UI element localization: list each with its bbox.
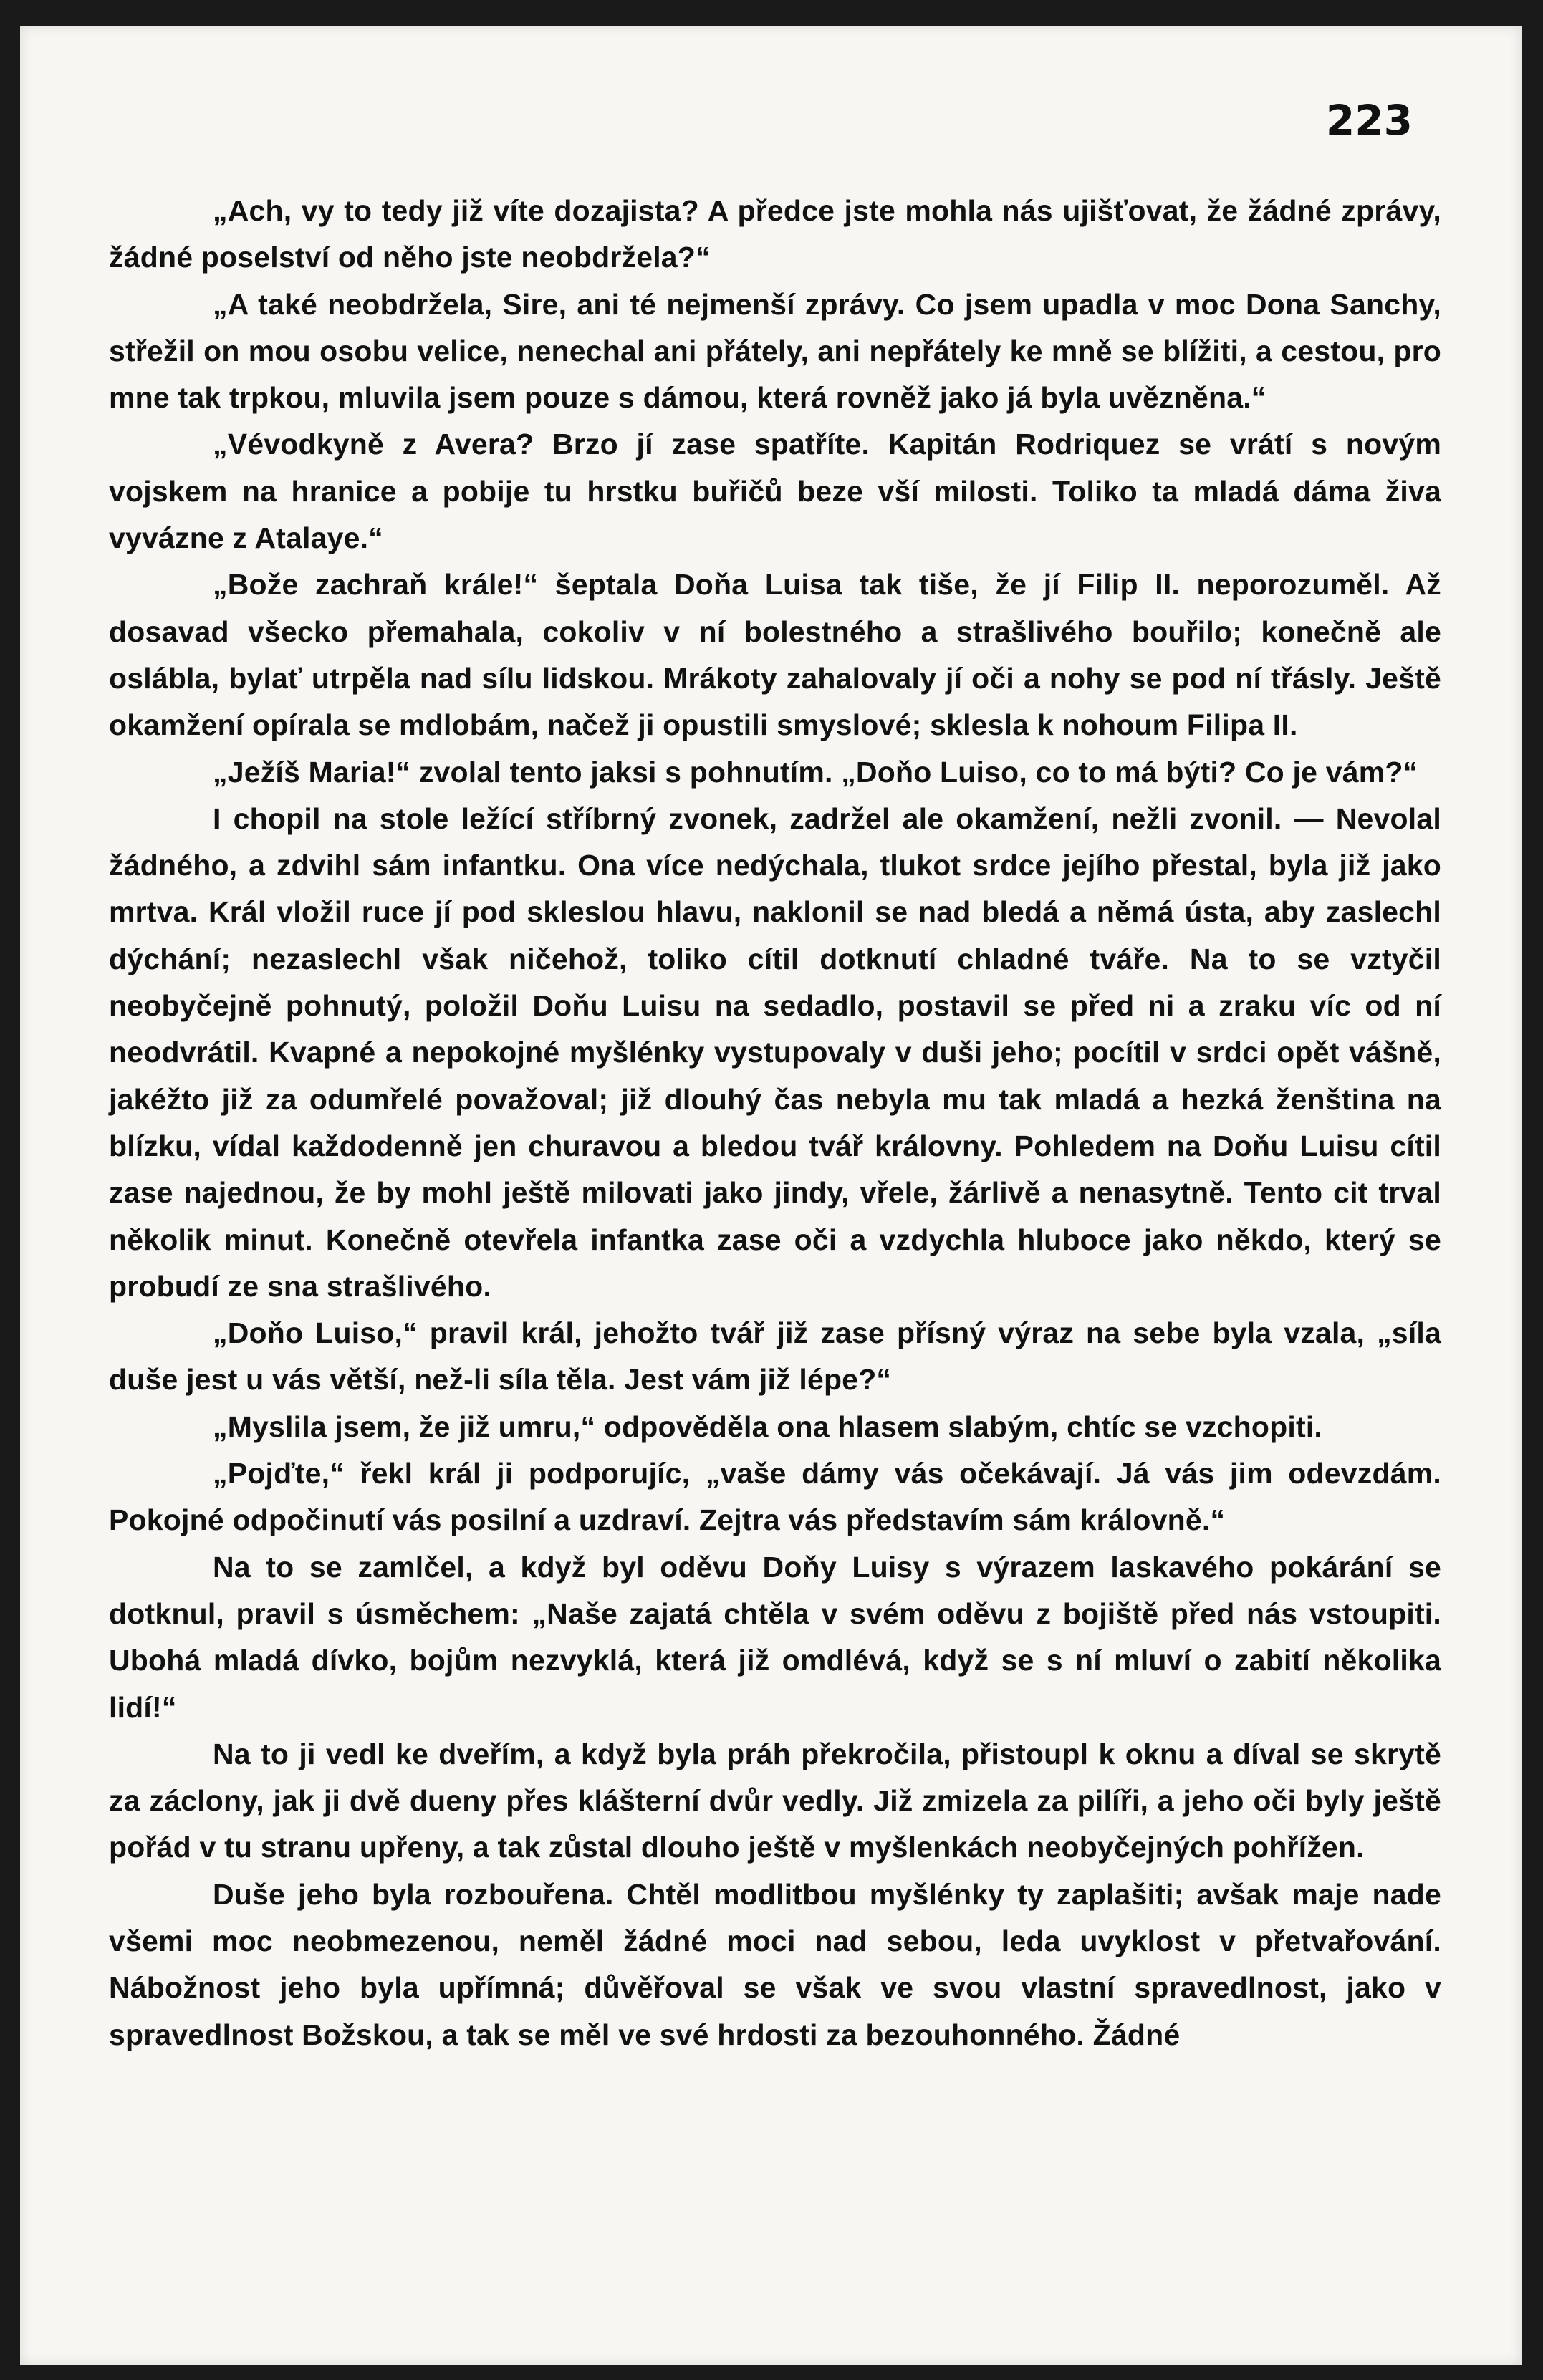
paragraph: „Pojďte,“ řekl král ji podporujíc, „vaše dámy vás očekávají. Já vás jim odevzdám. Pokojné odpočinutí vás posilní a uzdraví. Zejtra vás představím sám královně.“ xyxy=(109,1457,1441,1537)
paragraph: I chopil na stole ležící stříbrný zvonek, zadržel ale okamžení, nežli zvonil. — Nevolal žádného, a zdvihl sám infantku. Ona více nedýchala, tlukot srdce jejího přestal, byla již jako mrtva. Král vložil ruce jí pod skleslou hlavu, naklonil se nad bledá a němá ústa, aby zaslechl dýchání; nezaslechl však ničehož, toliko cítil dotknutí chladné tváře. Na to se vztyčil neobyčejně pohnutý, položil Doňu Luisu na sedadlo, postavil se před ni a zraku víc od ní neodvrátil. Kvapné a nepokojné myšlénky vystupovaly v duši jeho; pocítil v srdci opět vášně, jakéžto již za odumřelé považoval; již dlouhý čas nebyla mu tak mladá a hezká ženština na blízku, vídal každodenně jen churavou a bledou tvář královny. Pohledem na Doňu Luisu cítil zase najednou, že by mohl ještě milovati jako jindy, vřele, žárlivě a nenasytně. Tento cit trval několik minut. Konečně otevřela infantka zase oči a vzdychla hluboce jako někdo, který se probudí ze sna strašlivého. xyxy=(109,801,1441,1303)
page-number: 223 xyxy=(1325,96,1413,145)
paragraph: „Vévodkyně z Avera? Brzo jí zase spatříte. Kapitán Rodriquez se vrátí s novým vojskem na hranice a pobije tu hrstku buřičů beze vší milosti. Toliko ta mladá dáma živa vyvázne z Atalaye.“ xyxy=(109,428,1441,555)
paragraph: Duše jeho byla rozbouřena. Chtěl modlitbou myšlénky ty zaplašiti; avšak maje nade všemi moc neobmezenou, neměl žádné moci nad sebou, leda uvyklost v přetvařování. Nábožnost jeho byla upřímná; důvěřoval se však ve svou vlastní spravedlnost, jako v spravedlnost Božskou, a tak se měl ve své hrdosti za bezouhonného. Žádné xyxy=(109,1877,1441,2051)
paragraph: „Myslila jsem, že již umru,“ odpověděla ona hlasem slabým, chtíc se vzchopiti. xyxy=(213,1410,1323,1443)
book-page xyxy=(20,26,1522,2365)
paragraph: Na to se zamlčel, a když byl oděvu Doňy Luisy s výrazem laskavého pokárání se dotknul, pravil s úsměchem: „Naše zajatá chtěla v svém oděvu z bojiště před nás vstoupiti. Ubohá mladá dívko, bojům nezvyklá, která již omdlévá, když se s ní mluví o zabití několika lidí!“ xyxy=(109,1550,1441,1724)
paragraph: „Bože zachraň krále!“ šeptala Doňa Luisa tak tiše, že jí Filip II. neporozuměl. Až dosavad všecko přemahala, cokoliv v ní bolestného a strašlivého bouřilo; konečně ale oslábla, bylať utrpěla nad sílu lidskou. Mrákoty zahalovaly jí oči a nohy se pod ní třásly. Ještě okamžení opírala se mdlobám, načež ji opustili smyslové; sklesla k nohoum Filipa II. xyxy=(109,568,1441,742)
paragraph: Na to ji vedl ke dveřím, a když byla práh překročila, přistoupl k oknu a díval se skrytě za záclony, jak ji dvě dueny přes klášterní dvůr vedly. Již zmizela za pilíři, a jeho oči byly ještě pořád v tu stranu upřeny, a tak zůstal dlouho ještě v myšlenkách neobyčejných pohřížen. xyxy=(109,1737,1441,1864)
paragraph: „Doňo Luiso,“ pravil král, jehožto tvář již zase přísný výraz na sebe byla vzala, „síla duše jest u vás větší, než-li síla těla. Jest vám již lépe?“ xyxy=(109,1316,1441,1397)
body-text xyxy=(109,188,1441,2058)
paragraph: „A také neobdržela, Sire, ani té nejmenší zprávy. Co jsem upadla v moc Dona Sanchy, střežil on mou osobu velice, nenechal ani přátely, ani nepřátely ke mně se blížiti, a cestou, pro mne tak trpkou, mluvila jsem pouze s dámou, která rovněž jako já byla uvězněna.“ xyxy=(109,287,1441,415)
paragraph: „Ach, vy to tedy již víte dozajista? A předce jste mohla nás ujišťovat, že žádné zprávy, žádné poselství od něho jste neobdržela?“ xyxy=(109,194,1441,274)
paragraph: „Ježíš Maria!“ zvolal tento jaksi s pohnutím. „Doňo Luiso, co to má býti? Co je vám?“ xyxy=(213,755,1418,789)
